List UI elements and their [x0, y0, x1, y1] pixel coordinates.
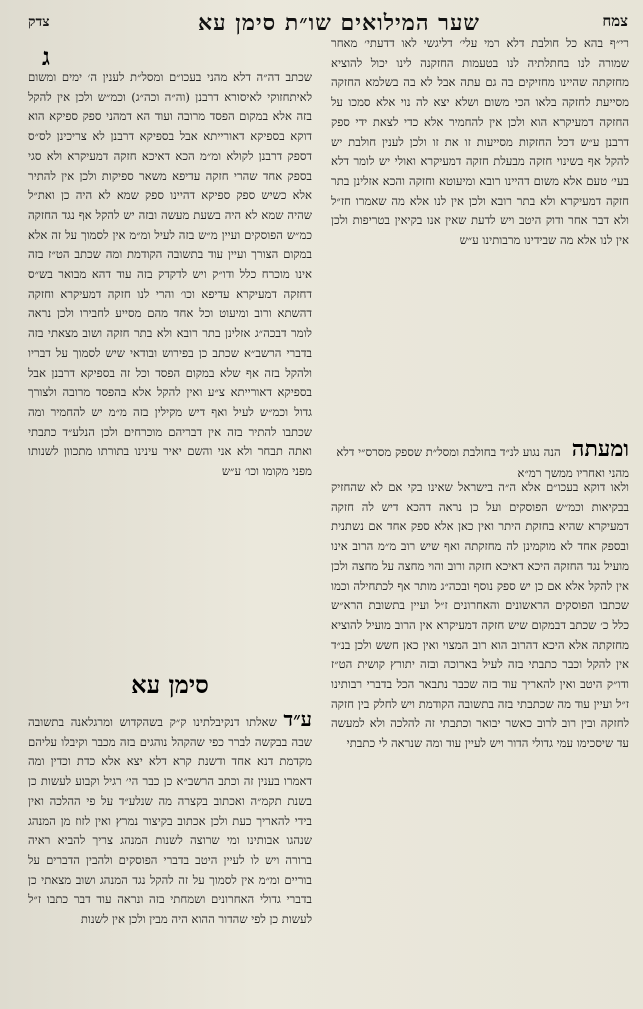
right-column-top: [331, 34, 629, 434]
body-text: רי״ף בהא כל חולבת דלא רמי עלי׳ דליגשי לאו דדעתי׳ מאחר שמורה לנו בחתלתיה לנו בטעמות החזקנה לינו יכול להוציא מחזקתה שהיינו מחזיקים בה גם עתה אבל לא בה בשלמא החזקה מסייעת לחזקה בלאו הכי משום ושלא יצא לה נוי אלא סמכו על החזקה דמעיקרא הוא ולכן אין להחמיר אלא כדי לצאת ידי ספק דרבנן ע״ש דכל החזקות מסייעות זו את זו ולכן לענין חולבת יש להקל אף בשינוי חזקה מבעלת חזקה דמעיקרא ואולי יש לומר דלא בעי׳ טעם אלא משום דהיינו רובא ומיעוטא וחזקה והכא אזלינן בתר חזקה דמעיקרא ולא בתר רובא ולכן אין לנו אלא מה שאמרו חז״ל ולא דבר אחר ודוק היטב ויש לדעת שאין אנו בקיאין בטריפות ולכן אין לנו אלא מה שבידינו מרבותינו ע״ש: [331, 36, 629, 248]
header-page-label: צמח: [602, 12, 628, 30]
simon-lead: ע״ד: [283, 710, 312, 731]
body-text: [28, 710, 312, 930]
section-heading-lead: ומעתה: [571, 436, 629, 462]
body-text: שכתב דה״ה דלא מהני בעכו״ם ומסל״ת לענין ה׳ ימים ומשום לאיתחזוקי לאיסורא דרבנן (וה״ה וכה״ג) וכמ״ש ולכן אין להקל בזה אלא במקום הפסד מרובה ועוד הא דמהני ספק ספיקא הוא דוקא בספיקא דאורייתא אבל בספיקא דרבנן לא צריכינן לס״ס דספק דרבנן לקולא ומ״מ הכא דאיכא חזקה דמעיקרא ולא סגי בספק אחד שהרי חזקה עדיפא משאר ספיקות ולכן אין להתיר אלא כשיש ספק ספיקא דהיינו ספק שמא לא היה כן ואת״ל שהיה שמא לא היה בשעת מעשה ובזה יש להקל אף נגד החזקה כמ״ש הפוסקים ועיין מ״ש בזה לעיל ומ״מ אין לסמוך על זה אלא במקום הצורך ועיין עוד בתשובה הקודמת ומה שכתב הט״ז בזה אינו מוכרח כלל ודו״ק ויש לדקדק בזה עוד דהא מבואר בש״ס דחזקה דמעיקרא עדיפא וכו׳ והרי לנו חזקה דמעיקרא וחזקה דהשתא ורוב ומיעוט וכל אחד מהם מסייע לחבירו ולכן נראה לומר דבכה״ג אזלינן בתר רובא ולא בתר חזקה ושוב מצאתי בזה בדברי הרשב״א שכתב כן בפירוש ובודאי שיש לסמוך על דבריו ולהקל בזה אף שלא במקום הפסד וכל זה בספיקא דרבנן אבל בספיקא דאורייתא צ״ע ואין להקל אלא בהפסד מרובה ולצורך גדול וכמ״ש לעיל ואף דיש מקילין בזה מ״מ יש להחמיר ומה שכתבו להתיר בזה אין דבריהם מוכרחים ולכן הנלע״ד כתבתי ואתה תבחר ולא אני והשם יאיר עינינו בתורתו מתכוון לשנותו מפני מקומו וכו׳ ע״ש: [28, 70, 312, 479]
body-text: ולאו דוקא בעכו״ם אלא ה״ה בישראל שאינו בקי אם לא שהחזיק בבקיאות וכמ״ש הפוסקים ועל כן נראה דהכא דיש לה חזקה דמעיקרא שהיא בחזקת היתר ואין כאן אלא ספק אחד אם נשתנית ובספק אחד לא מוקמינן לה מחזקתה ואף שיש רוב מ״מ הרוב אינו מועיל נגד החזקה היכא דאיכא חזקה ורוב והוי מחצה על מחצה ולכן אין להקל אלא אם כן יש ספק נוסף ובכה״ג מותר אף לכתחילה וכמו שכתבו הפוסקים הראשונים והאחרונים ז״ל ועיין בתשובת הרא״ש כלל כ׳ שכתב דבמקום שיש חזקה דמעיקרא אין הרוב מועיל להוציא מחזקתה אלא היכא דהרוב הוא רוב המצוי ואין כאן חשש ולכן בנ״ד אין להקל וכבר כתבתי בזה לעיל בארוכה ובזה יתורץ קושית הט״ז ודו״ק היטב ואין להאריך עוד בזה שכבר נתבאר הכל בדברי רבותינו ז״ל ועיין עוד מה שכתבתי בזה בתשובה הקודמת ויש לחלק בין חזקה לחזקה ובין רוב לרוב כאשר יבואר וכתבתי זה להלכה ולא למעשה עד שיסכימו עמי גדולי הדור ויש לעיין עוד ומה שנראה לי כתבתי: [331, 480, 629, 751]
left-column-bottom: [28, 710, 312, 1000]
header-title: שער המילואים שו״ת סימן עא: [198, 10, 480, 36]
right-column-bottom: [331, 478, 629, 998]
simon-body: שאלתו דנקיבלתינו ק״ק בשהקדוש ומרגלאנה בתשובה שבה בבקשה לברר כפי שהקהל נוהגים בזה מכבר וקיבלו עליהם מקדמת דנא אחד ודשנת קרא דלא יצא אלא כדת וכדין ומה דאמרו בענין זה וכתב הרשב״א כן כבר הי׳ רגיל וקבוע לעשות כן בשנת תקמ״ה ואכתוב בקצרה מה שנלע״ד על פי ההלכה ואין בידי להאריך כעת ולכן אכתוב בקיצור נמרץ ואין לזוז מן המנהג שנהגו אבותינו ומי שרוצה לשנות המנהג צריך להביא ראיה ברורה ויש לו לעיין היטב בדברי הפוסקים ולהבין הדברים על בוריים ומ״מ אין לסמוך על זה להקל נגד המנהג ושוב מצאתי כן בדברי גדולי האחרונים ושמחתי בזה ונראה עוד דבר כתבו ז״ל לעשות כן לפי שהדור ההוא היה מבין ולכן אין לשנות: [28, 715, 312, 927]
section-heading: [331, 436, 629, 480]
simon-title: סימן עא: [131, 670, 209, 699]
left-column-top: [28, 68, 312, 668]
header-side-label: צדק: [28, 14, 50, 30]
section-heading-rest: הנה נגוע לנ״ד בחולבת ומסל״ת שספק מסרס״י דלא מהני ואחריו ממשך רמ״א: [336, 445, 629, 480]
page-letter: ג: [42, 42, 50, 71]
